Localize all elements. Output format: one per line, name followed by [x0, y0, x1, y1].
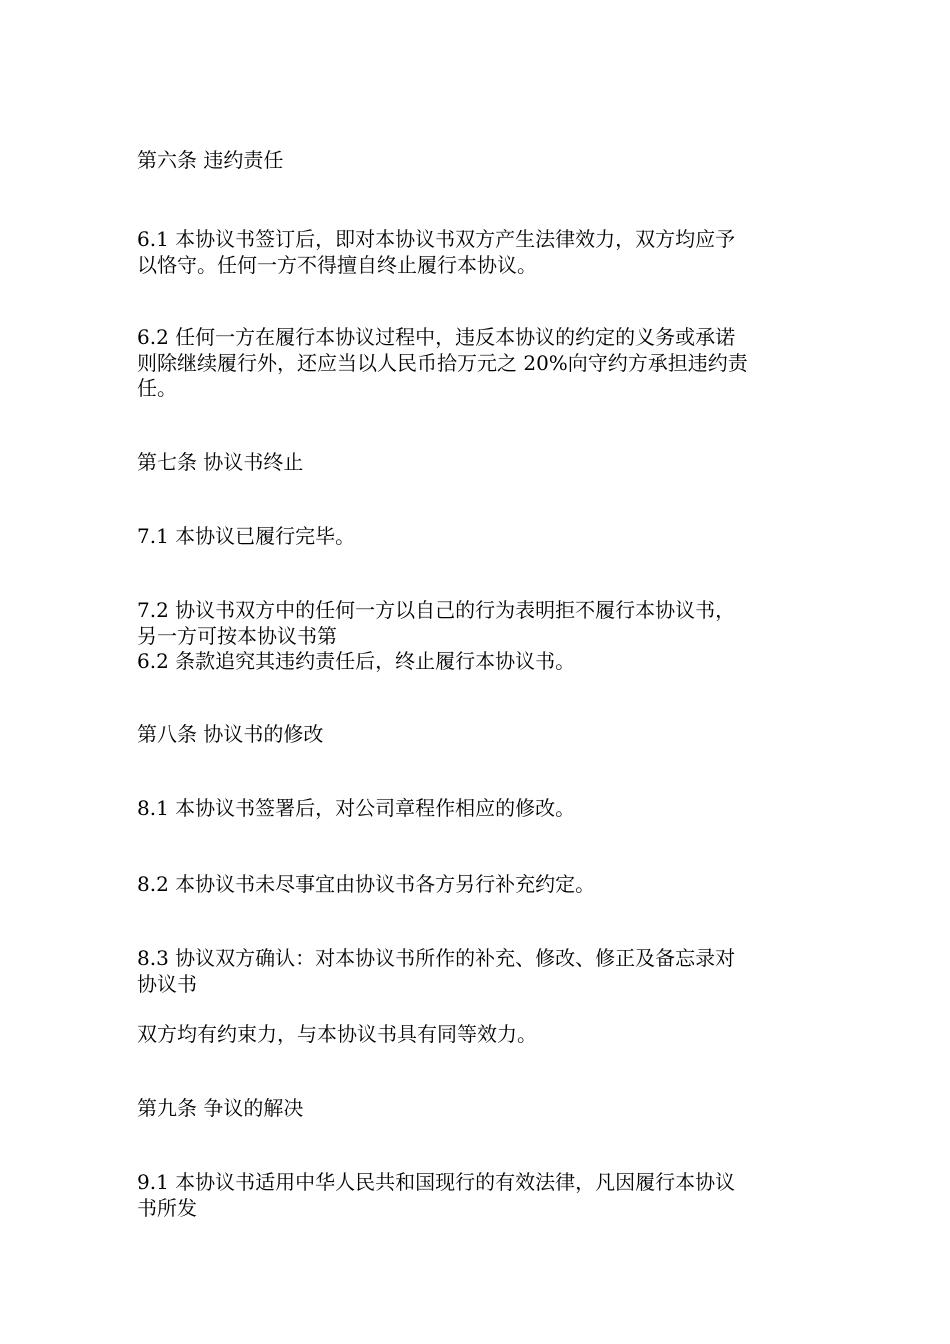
clause-9-1-line-2: 书所发: [137, 1196, 197, 1220]
clause-9-1-line-1: 9.1 本协议书适用中华人民共和国现行的有效法律，凡因履行本协议: [137, 1170, 736, 1194]
clause-7-2-line-1: 7.2 协议书双方中的任何一方以自己的行为表明拒不履行本协议书，: [137, 598, 736, 622]
clause-6-2-line-3: 任。: [137, 376, 177, 400]
clause-6-1-line-2: 以恪守。任何一方不得擅自终止履行本协议。: [137, 253, 537, 277]
article-6-heading: 第六条 违约责任: [137, 148, 284, 172]
clause-6-2-line-1: 6.2 任何一方在履行本协议过程中，违反本协议的约定的义务或承诺: [137, 325, 736, 349]
clause-8-3-line-2: 协议书: [137, 972, 197, 996]
article-8-heading: 第八条 协议书的修改: [137, 722, 324, 746]
clause-6-1-line-1: 6.1 本协议书签订后，即对本协议书双方产生法律效力，双方均应予: [137, 227, 736, 251]
clause-6-2-line-2: 则除继续履行外，还应当以人民币拾万元之 20%向守约方承担违约责: [137, 351, 748, 375]
clause-7-2-line-3: 6.2 条款追究其违约责任后，终止履行本协议书。: [137, 649, 576, 673]
clause-7-1: 7.1 本协议已履行完毕。: [137, 524, 356, 548]
clause-8-2: 8.2 本协议书未尽事宜由协议书各方另行补充约定。: [137, 872, 596, 896]
clause-8-3-line-3: 双方均有约束力，与本协议书具有同等效力。: [137, 1022, 537, 1046]
clause-7-2-line-2: 另一方可按本协议书第: [137, 624, 337, 648]
article-9-heading: 第九条 争议的解决: [137, 1096, 304, 1120]
article-7-heading: 第七条 协议书终止: [137, 450, 304, 474]
clause-8-1: 8.1 本协议书签署后，对公司章程作相应的修改。: [137, 796, 576, 820]
clause-8-3-line-1: 8.3 协议双方确认：对本协议书所作的补充、修改、修正及备忘录对: [137, 946, 736, 970]
